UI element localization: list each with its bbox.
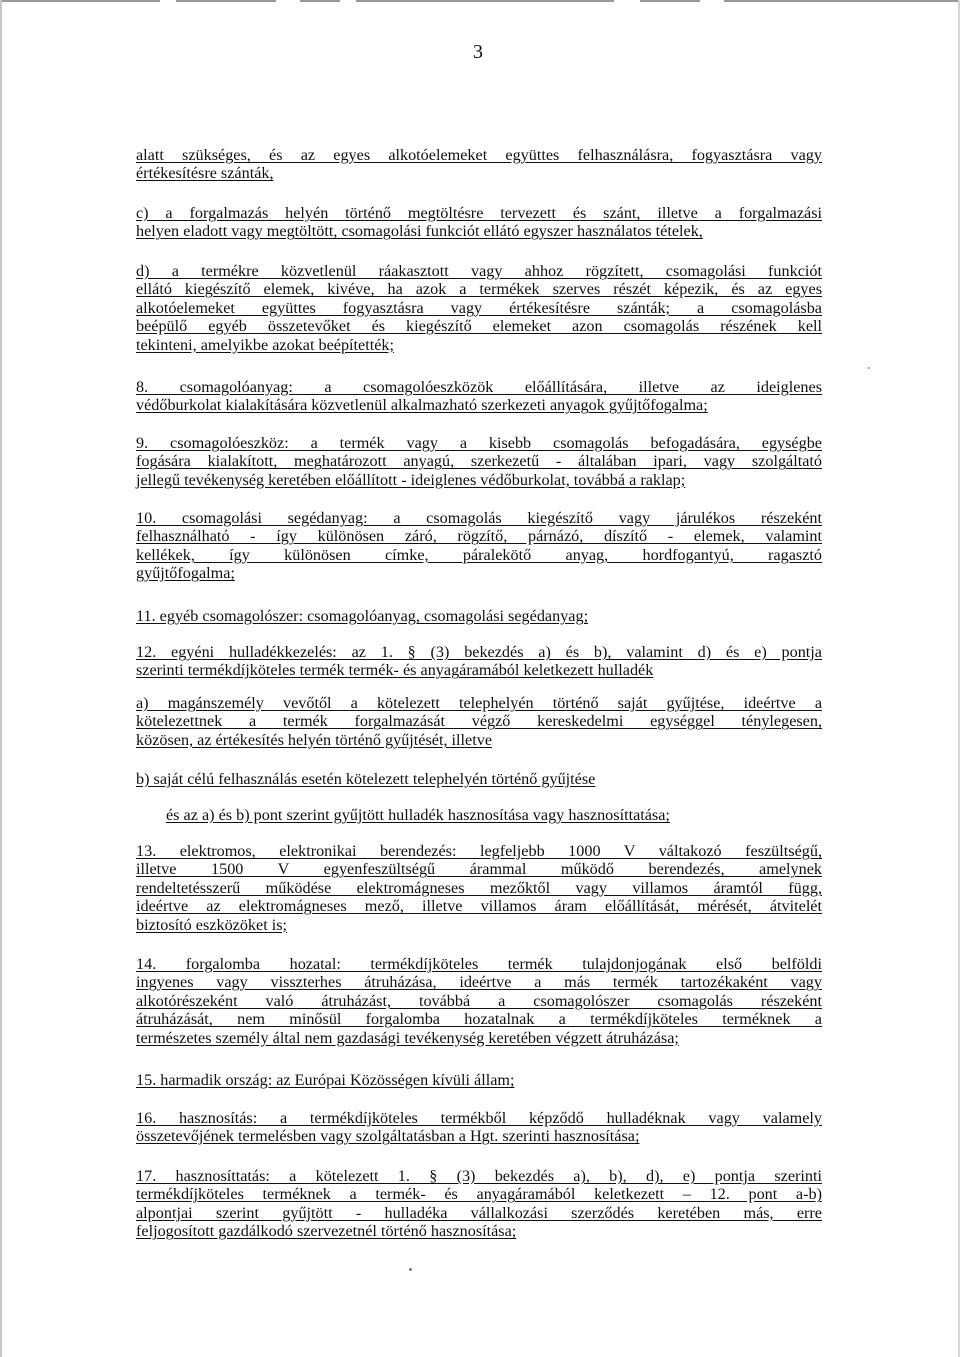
text-line: jellegű tevékenység keretében előállított - ideiglenes védőburkolat, továbbá a raklap; bbox=[136, 470, 686, 489]
text-line: ingyenes vagy visszterhes átruházása, ideértve a más termék tartozékaként vagy bbox=[136, 973, 822, 992]
text-line: biztosító eszközöket is; bbox=[136, 915, 288, 934]
page-number: 3 bbox=[473, 41, 483, 63]
text-line: c) a forgalmazás helyén történő megtöltésre tervezett és szánt, illetve a forgalmazási bbox=[136, 204, 822, 222]
text-line: helyen eladott vagy megtöltött, csomagolási funkciót ellátó egyszer használatos tételek, bbox=[136, 222, 703, 241]
scan-top-edge bbox=[0, 0, 960, 3]
text-line: védőburkolat kialakítására közvetlenül alkalmazható szerkezeti anyagok gyűjtőfogalma; bbox=[136, 396, 708, 415]
text-line: termékdíjköteles terméknek a termék- és anyagáramából keletkezett – 12. pont a-b) bbox=[136, 1185, 822, 1204]
text-line: és az a) és b) pont szerint gyűjtött hulladék hasznosítása vagy hasznosíttatása; bbox=[166, 806, 670, 824]
text-line: alatt szükséges, és az egyes alkotóelemeket együttes felhasználásra, fogyasztásra vagy bbox=[136, 146, 822, 164]
text-line: beépülő egyéb összetevőket és kiegészítő elemeket azon csomagolás részének kell bbox=[136, 317, 822, 336]
text-line: ideértve az elektromágneses mező, illetve villamos áram előállítását, mérését, átvitelét bbox=[136, 897, 822, 916]
text-line: gyűjtőfogalma; bbox=[136, 564, 235, 583]
text-line: 9. csomagolóeszköz: a termék vagy a kisebb csomagolás befogadására, egységbe bbox=[136, 434, 822, 452]
text-line: alkotórészeként való átruházást, továbbá a csomagolószer csomagolás részeként bbox=[136, 991, 822, 1010]
text-line: a) magánszemély vevőtől a kötelezett telephelyén történő saját gyűjtése, ideértve a bbox=[136, 694, 822, 712]
text-line: alkotóelemeket együttes fogyasztásra vagy értékesítésre szánták; a csomagolásba bbox=[136, 298, 822, 317]
text-line: kötelezettnek a termék forgalmazását végző kereskedelmi egységgel ténylegesen, bbox=[136, 712, 822, 731]
text-line: kellékek, így különösen címke, páralekötő anyag, hordfogantyú, ragasztó bbox=[136, 545, 822, 564]
scan-speck bbox=[868, 367, 870, 369]
text-line: 10. csomagolási segédanyag: a csomagolás kiegészítő vagy járulékos részeként bbox=[136, 509, 822, 527]
scan-dot bbox=[409, 1268, 412, 1271]
text-line: 13. elektromos, elektronikai berendezés: legfeljebb 1000 V váltakozó feszültségű, bbox=[136, 842, 822, 860]
text-line: értékesítésre szánták, bbox=[136, 164, 274, 183]
text-line: feljogosított gazdálkodó szervezetnél történő hasznosítása; bbox=[136, 1222, 517, 1241]
text-line: 12. egyéni hulladékkezelés: az 1. § (3) bekezdés a) és b), valamint d) és e) pontja bbox=[136, 643, 822, 661]
scan-left-edge bbox=[0, 0, 2, 1357]
text-line: 16. hasznosítás: a termékdíjköteles termékből képződő hulladéknak vagy valamely bbox=[136, 1109, 822, 1127]
text-line: d) a termékre közvetlenül ráakasztott vagy ahhoz rögzített, csomagolási funkciót bbox=[136, 262, 822, 280]
text-line: alpontjai szerint gyűjtött - hulladéka vállalkozási szerződés keretében más, erre bbox=[136, 1203, 822, 1222]
text-line: fogására kialakított, meghatározott anyagú, szerkezetű - általában ipari, vagy szolgáltató bbox=[136, 452, 822, 471]
text-line: rendeltetésszerű működése elektromágneses mezőktől vagy villamos áramtól függ, bbox=[136, 878, 822, 897]
text-line: illetve 1500 V egyenfeszültségű árammal működő berendezés, amelynek bbox=[136, 860, 822, 879]
text-line: átruházását, nem minősül forgalomba hozatalnak a termékdíjköteles terméknek a bbox=[136, 1010, 822, 1029]
text-line: b) saját célú felhasználás esetén kötelezett telephelyén történő gyűjtése bbox=[136, 770, 596, 788]
text-line: 11. egyéb csomagolószer: csomagolóanyag, csomagolási segédanyag; bbox=[136, 607, 589, 625]
text-line: felhasználható - így különösen záró, rögzítő, párnázó, díszítő - elemek, valamint bbox=[136, 527, 822, 546]
text-line: ellátó kiegészítő elemek, kivéve, ha azok a termékek szerves részét képezik, és az egyes bbox=[136, 280, 822, 299]
text-line: 17. hasznosíttatás: a kötelezett 1. § (3) bekezdés a), b), d), e) pontja szerinti bbox=[136, 1167, 822, 1185]
text-line: tekinteni, amelyikbe azokat beépítették; bbox=[136, 335, 394, 354]
text-line: összetevőjének termelésben vagy szolgáltatásban a Hgt. szerinti hasznosítása; bbox=[136, 1127, 640, 1146]
text-line: 14. forgalomba hozatal: termékdíjköteles termék tulajdonjogának első belföldi bbox=[136, 955, 822, 973]
text-line: szerinti termékdíjköteles termék termék- és anyagáramából keletkezett hulladék bbox=[136, 661, 654, 680]
text-line: 15. harmadik ország: az Európai Közösségen kívüli állam; bbox=[136, 1071, 515, 1089]
text-line: 8. csomagolóanyag: a csomagolóeszközök előállítására, illetve az ideiglenes bbox=[136, 378, 822, 396]
text-line: közösen, az értékesítés helyén történő gyűjtését, illetve bbox=[136, 730, 492, 749]
text-line: természetes személy által nem gazdasági tevékenység keretében végzett átruházása; bbox=[136, 1028, 679, 1047]
